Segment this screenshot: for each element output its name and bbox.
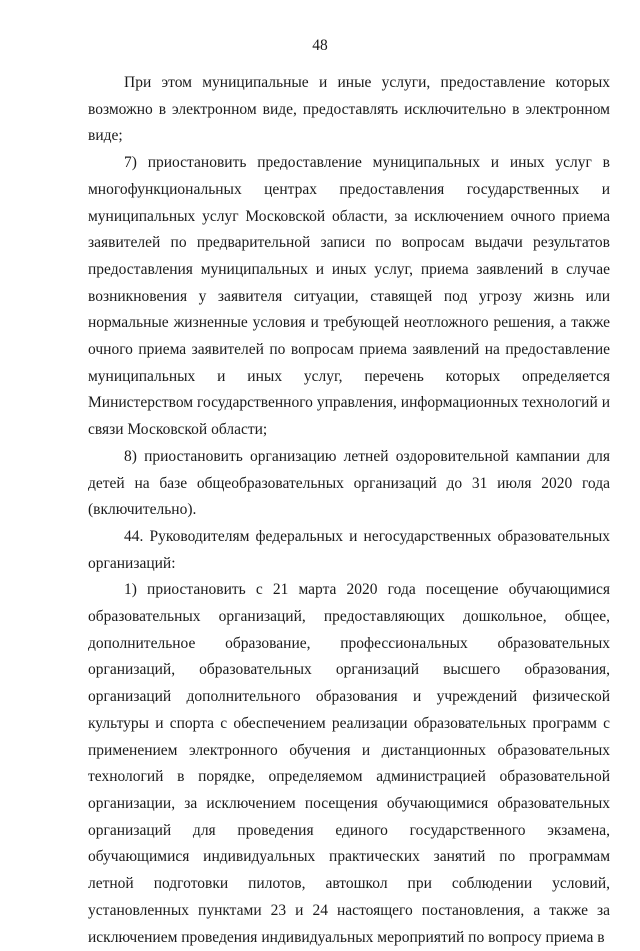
page-number: 48	[312, 37, 328, 54]
paragraph-item-8: 8) приостановить организацию летней оздоровительной кампании для детей на базе общеобразовательных организаций до 31 июля 2020 года (включительно).	[88, 447, 610, 519]
paragraph-section-44: 44. Руководителям федеральных и негосударственных образовательных организаций:	[88, 527, 610, 572]
paragraph-item-7: 7) приостановить предоставление муниципальных и иных услуг в многофункциональных центрах предоставления государственных и муниципальных услуг Московской области, за исключением очного приема заявителей по предварительной записи по вопросам выдачи результатов предоставления муниципальных и иных услуг, приема заявлений в случае возникновения у заявителя ситуации, ставящей под угрозу жизнь или нормальные жизненные условия и требующей неотложного решения, а также очного приема заявителей по вопросам приема заявлений на предоставление муниципальных и иных услуг, перечень которых определяется Министерством государственного управления, информационных технологий и связи Московской области;	[88, 154, 610, 439]
document-body	[88, 70, 610, 951]
paragraph-section-44-item-1: 1) приостановить с 21 марта 2020 года посещение обучающимися образовательных организаций, предоставляющих дошкольное, общее, дополнительное образование, профессиональных образовательных организаций, образовательных организаций высшего образования, организаций дополнительного образования и учреждений физической культуры и спорта с обеспечением реализации образовательных программ с применением электронного обучения и дистанционных образовательных технологий в порядке, определяемом администрацией образовательной организации, за исключением посещения обучающимися образовательных организаций для проведения единого государственного экзамена, обучающимися индивидуальных практических занятий по программам летной подготовки пилотов, автошкол при соблюдении условий, установленных пунктами 23 и 24 настоящего постановления, а также за исключением проведения индивидуальных мероприятий по вопросу приема в	[88, 581, 610, 946]
paragraph-services-electronic: При этом муниципальные и иные услуги, предоставление которых возможно в электронном виде, предоставлять исключительно в электронном виде;	[88, 74, 610, 145]
